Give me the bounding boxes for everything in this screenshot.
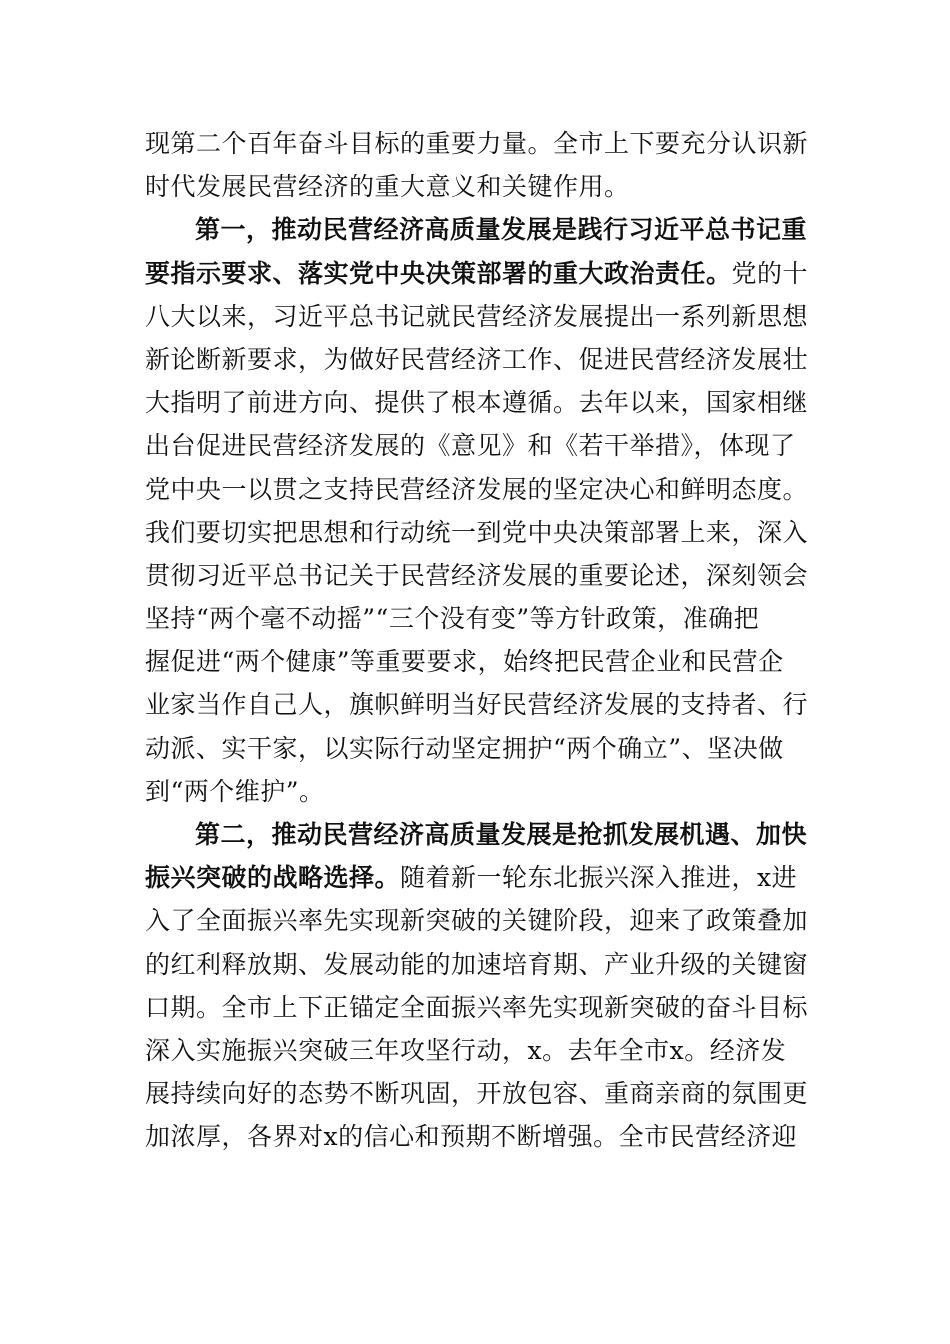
- text-line: 加浓厚，各界对x的信心和预期不断增强。全市民营经济迎: [145, 1122, 798, 1152]
- text-line: 时代发展民营经济的重大意义和关键作用。: [145, 172, 630, 202]
- paragraph-heading-first-continued: 要指示要求、落实党中央决策部署的重大政治责任。: [145, 258, 732, 288]
- text-line: 到“两个维护”。: [145, 776, 325, 806]
- text-line: 出台促进民营经济发展的《意见》和《若干举措》，体现了: [145, 431, 796, 461]
- text-line: 的红利释放期、发展动能的加速培育期、产业升级的关键窗: [145, 949, 809, 979]
- text-line: 深入实施振兴突破三年攻坚行动，x。去年全市x。经济发: [145, 1035, 787, 1065]
- text-line: 党中央一以贯之支持民营经济发展的坚定决心和鲜明态度。: [145, 474, 809, 504]
- text-line: 贯彻习近平总书记关于民营经济发展的重要论述，深刻领会: [145, 560, 809, 590]
- text-line: [145, 856, 810, 899]
- text-line: 新论断新要求，为做好民营经济工作、促进民营经济发展壮: [145, 344, 809, 374]
- text-line: 坚持“两个毫不动摇”“三个没有变”等方针政策，准确把: [145, 604, 760, 634]
- paragraph-second-point: [145, 813, 810, 1159]
- paragraph-intro-continuation: [145, 122, 810, 208]
- text-line: 八大以来，习近平总书记就民营经济发展提出一系列新思想: [145, 301, 809, 331]
- paragraph-heading-first: 第一，推动民营经济高质量发展是践行习近平总书记重: [195, 215, 808, 245]
- paragraph-first-point: [145, 208, 810, 813]
- text-line: 入了全面振兴率先实现新突破的关键阶段，迎来了政策叠加: [145, 906, 809, 936]
- text-span: 党的十: [731, 258, 809, 288]
- text-line: 口期。全市上下正锚定全面振兴率先实现新突破的奋斗目标: [145, 992, 809, 1022]
- text-line: 大指明了前进方向、提供了根本遵循。去年以来，国家相继: [145, 388, 809, 418]
- paragraph-heading-second: 第二，推动民营经济高质量发展是抢抓发展机遇、加快: [195, 820, 808, 849]
- text-line: [145, 252, 810, 295]
- text-line: 展持续向好的态势不断巩固，开放包容、重商亲商的氛围更: [145, 1079, 809, 1109]
- text-line: 握促进“两个健康”等重要要求，始终把民营企业和民营企: [145, 647, 784, 677]
- document-body: [145, 122, 810, 1159]
- text-line: 现第二个百年奋斗目标的重要力量。全市上下要充分认识新: [145, 129, 809, 158]
- text-line: 动派、实干家，以实际行动坚定拥护“两个确立”、坚决做: [145, 733, 784, 763]
- text-line: 业家当作自己人，旗帜鲜明当好民营经济发展的支持者、行: [145, 690, 809, 720]
- text-span: 随着新一轮东北振兴深入推进，x进: [400, 863, 798, 893]
- paragraph-heading-second-continued: 振兴突破的战略选择。: [145, 863, 401, 893]
- text-line: 我们要切实把思想和行动统一到党中央决策部署上来，深入: [145, 517, 809, 547]
